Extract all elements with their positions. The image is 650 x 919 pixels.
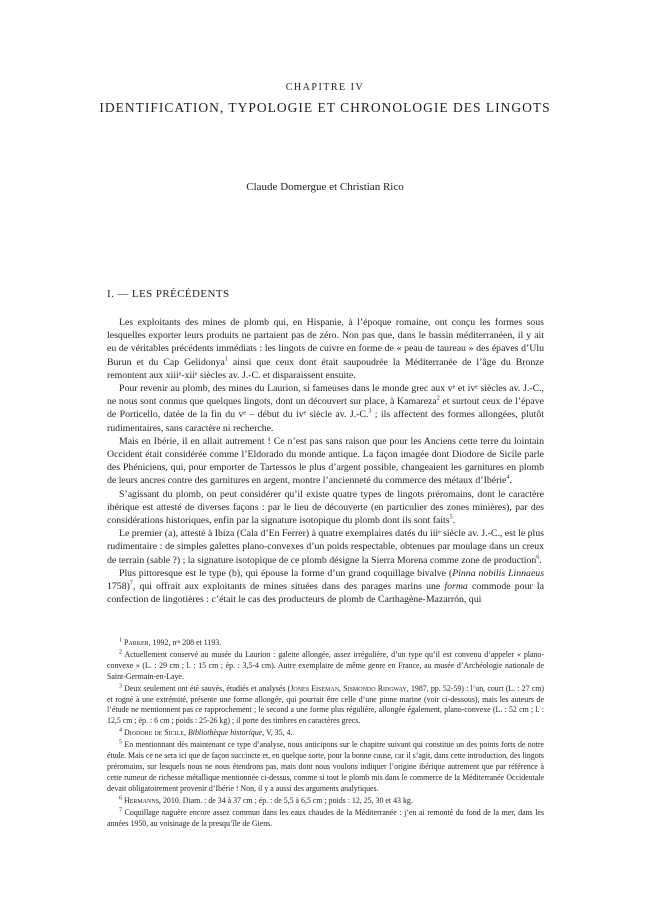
body-text (107, 316, 544, 606)
footnote: $^5$ En mentionnant dès maintenant ce type d’analyse, nous anticipons sur le chapitre suivant qui constitue un des points forts de notre étude. Mais ce ne sera ici que de façon succincte et, en quelque sorte, pour la bonne cause, car il s’agit, dans cette introduction, des lingots préromains, sur lesquels nous ne nous étendrons pas, mais dont nous voulons indiquer l’origine ibérique autrement que par référence à cette rumeur de richesse métallique mentionnée ci-dessus, comme si tout le plomb mis dans le commerce de la Méditerranée Occidentale devait obligatoirement provenir d’Ibérie ! Non, il y a aussi des arguments analytiques. (107, 739, 544, 793)
footnote: $^7$ Coquillage naguère encore assez commun dans les eaux chaudes de la Méditerranée : j’en ai remonté du fond de la mer, dans les années 1950, au voisinage de la presqu’île de Giens. (107, 806, 544, 828)
footnote: $^6$ Hermanns, 2010. Diam. : de 34 à 37 cm ; ép. : de 5,5 à 6,5 cm ; poids : 12, 25, 30 et 43 kg. (119, 795, 413, 805)
chapter-label: CHAPITRE IV (285, 82, 365, 93)
footnote-ref[interactable]: 2 (436, 395, 440, 402)
authors: Claude Domergue et Christian Rico (246, 181, 404, 193)
latin-term: forma (444, 581, 468, 593)
footnote-ref[interactable]: 7 (129, 580, 133, 587)
footnote-author: Diodore de Sicile (123, 728, 185, 738)
footnote-author: Jones Eiseman, Sismondo Ridgway (290, 683, 407, 693)
footnote-ref[interactable]: 1 (224, 356, 228, 363)
footnote-ref[interactable]: 6 (536, 554, 540, 561)
footnote-ref[interactable]: 3 (368, 409, 372, 416)
footnote: $^2$ Actuellement conservé au musée du Laurion : galette allongée, assez irrégulière, d’un type qu’il est convenu d’appeler « plano-convexe » (L. : 29 cm ; l. : 15 cm ; ép. : 3,5-4 cm). Autre exemplaire de même genre en France, au musée d’Archéologie nationale de Saint-Germain-en-Laye. (107, 649, 544, 681)
footnotes (107, 638, 544, 830)
paragraph: Le premier (a), attesté à Ibiza (Cala d’En Ferrer) à quatre exemplaires datés du iiiᵉ siècle av. J.-C., est le plus rudimentaire : de simples galettes plano-convexes d’un poids respectable, obtenues par moulage dans un creux de terrain (sable ?) ; la signature isotopique de ce plomb désigne la Sierra Morena comme zone de production$^6$. (107, 528, 544, 566)
species-name: Pinna nobilis Linnaeus (452, 567, 545, 579)
footnote: $^1$ Parker, 1992, nᵒˢ 208 et 1193. (119, 637, 222, 647)
work-title: Bibliothèque historique (187, 728, 263, 738)
paragraph: Plus pittoresque est le type (b), qui épouse la forme d’un grand coquillage bivalve (Pinna nobilis Linnaeus 1758)$^7$, qui offrait aux exploitants de mines situées dans des parages marins une forma commode pour la confection de lingotières : c’était le cas des producteurs de plomb de Carthagène-Mazarrón, qui (107, 567, 545, 606)
section-heading: I. — LES PRÉCÉDENTS (107, 288, 230, 300)
paragraph: Mais en Ibérie, il en allait autrement ! Ce n’est pas sans raison que pour les Anciens cette terre du lointain Occident était considérée comme l’Eldorado du monde antique. La façon imagée dont Diodore de Sicile parle des Phéniciens, qui, pour emporter de Tartessos le plus d’argent possible, changeaient les garnitures en plomb de leurs ancres contre des garnitures en argent, montre l’ancienneté du commerce des métaux d’Ibérie$^4$. (107, 435, 544, 487)
paragraph: Pour revenir au plomb, des mines du Laurion, si fameuses dans le monde grec aux vᵉ et ivᵉ siècles av. J.-C., ne nous sont connus que quelques lingots, dont un découvert sur place, à Kamareza$^2$ et surtout ceux de l’épave de Porticello, datée de la fin du vᵉ – début du ivᵉ siècle av. J.-C.$^3$ ; ils affectent des formes allongées, plutôt rudimentaires, sans caractère ni recherche. (107, 383, 544, 434)
footnote-ref[interactable]: 5 (449, 514, 453, 521)
footnote: $^4$ Diodore de Sicile, Bibliothèque historique, V, 35, 4. (119, 727, 293, 738)
paragraph: S’agissant du plomb, on peut considérer qu’il existe quatre types de lingots préromains, dont le caractère ibérique est attesté de diverses façons : par le lieu de découverte (en particulier des zones minières), par des considérations historiques, enfin par la signature isotopique du plomb dont ils sont faits$^5$. (107, 488, 544, 527)
footnote-ref[interactable]: 4 (506, 475, 510, 482)
footnote: $^3$ Deux seulement ont été sauvés, étudiés et analysés (Jones Eiseman, Sismondo Ridgway, 1987, pp. 52-59) : l’un, court (L. : 27 cm) et rogné à une extrémité, présente une forme allongée, qui pourrait être celle d’une pinne marine (voir ci-dessous), mais les auteurs de l’étude ne mentionnent pas ce rapprochement ; le second a une forme plus régulière, allongée également, plano-convexe (L. : 52 cm ; l. : 12,5 cm ; ép. : 6 cm ; poids : 25-26 kg) ; il porte des timbres en caractères grecs. (107, 683, 544, 726)
chapter-title: IDENTIFICATION, TYPOLOGIE ET CHRONOLOGIE DES LINGOTS (99, 100, 551, 115)
paragraph: Les exploitants des mines de plomb qui, en Hispanie, à l’époque romaine, ont conçu les formes sous lesquelles exporter leurs produits ne partaient pas de zéro. Non pas que, dans le bassin méditerranéen, il y ait eu de véritables précédents immédiats : les lingots de cuivre en forme de « peau de taureau » des épaves d’Ulu Burun et du Cap Gelidonya$^1$ ainsi que ceux dont était saupoudrée la Méditerranée de l’âge du Bronze remontent aux xiiiᵉ-xiiᵉ siècles av. J.-C. et disparaissent ensuite. (107, 317, 544, 381)
footnote-author: Hermanns (123, 795, 160, 805)
footnote-author: Parker (123, 638, 149, 647)
